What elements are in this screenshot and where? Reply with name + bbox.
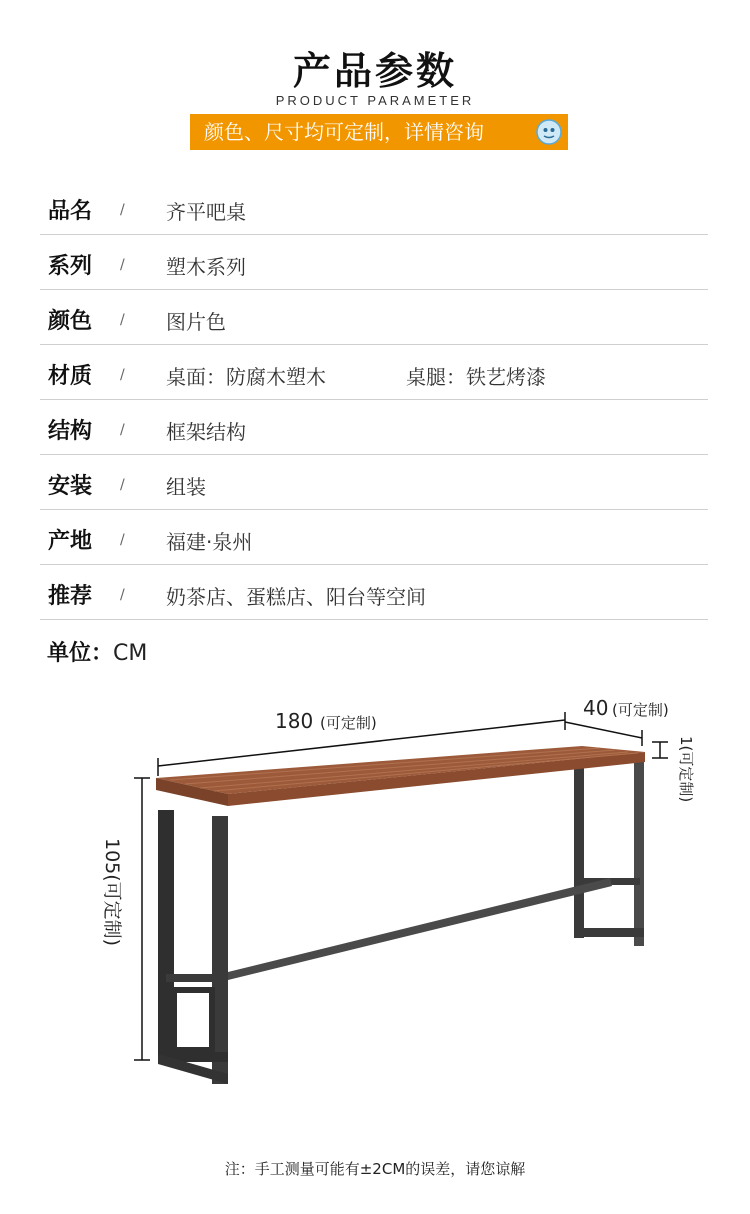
- thickness-value: 1(可定制): [677, 736, 695, 803]
- param-row-origin: [40, 510, 708, 565]
- param-label: 产地: [48, 529, 93, 554]
- smiley-face-icon: [536, 119, 562, 145]
- thickness-dimension: [652, 736, 695, 802]
- height-value: 105(可定制): [101, 838, 123, 947]
- page-subtitle: PRODUCT PARAMETER: [275, 93, 475, 108]
- param-label: 品名: [48, 199, 93, 224]
- length-note: (可定制): [320, 714, 377, 732]
- param-separator: /: [120, 367, 125, 383]
- table-dimension-diagram: [0, 690, 750, 1110]
- param-label: 推荐: [48, 584, 93, 609]
- param-row-recommend: [40, 565, 708, 620]
- width-dimension: [565, 696, 669, 746]
- param-value: 框架结构: [166, 420, 246, 444]
- param-label: 安装: [48, 474, 93, 499]
- param-value: 塑木系列: [166, 255, 246, 279]
- param-row-name: [40, 180, 708, 235]
- measurement-note: 注：手工测量可能有±2CM的误差，请您谅解: [224, 1160, 526, 1178]
- param-row-color: [40, 290, 708, 345]
- width-value: 40: [583, 696, 609, 720]
- param-label: 系列: [48, 254, 93, 279]
- param-value: 组装: [166, 475, 206, 499]
- param-separator: /: [120, 532, 125, 548]
- width-note: (可定制): [612, 701, 669, 719]
- bar-table-illustration: [156, 746, 645, 1084]
- param-separator: /: [120, 312, 125, 328]
- param-value-secondary: 桌腿：铁艺烤漆: [406, 365, 546, 389]
- unit-line: [47, 636, 147, 667]
- param-value: 桌面：防腐木塑木: [166, 365, 326, 389]
- page-title: 产品参数: [292, 49, 457, 93]
- param-row-install: [40, 455, 708, 510]
- param-separator: /: [120, 587, 125, 603]
- param-separator: /: [120, 422, 125, 438]
- param-row-material: [40, 345, 708, 400]
- param-row-structure: [40, 400, 708, 455]
- param-label: 材质: [48, 364, 93, 389]
- param-value: 齐平吧桌: [166, 200, 246, 224]
- banner-text: 颜色、尺寸均可定制，详情咨询: [204, 120, 484, 144]
- unit-value: CM: [113, 641, 148, 666]
- customization-banner: [190, 114, 568, 150]
- param-value: 福建·泉州: [166, 530, 253, 554]
- param-separator: /: [120, 257, 125, 273]
- param-separator: /: [120, 202, 125, 218]
- length-value: 180: [275, 709, 314, 733]
- param-separator: /: [120, 477, 125, 493]
- param-label: 颜色: [48, 309, 93, 334]
- param-value: 奶茶店、蛋糕店、阳台等空间: [166, 585, 426, 609]
- param-label: 结构: [48, 419, 93, 444]
- height-dimension: [101, 778, 150, 1060]
- param-value: 图片色: [166, 310, 226, 334]
- param-row-series: [40, 235, 708, 290]
- unit-label: 单位：: [47, 641, 114, 666]
- parameter-table: [40, 180, 708, 620]
